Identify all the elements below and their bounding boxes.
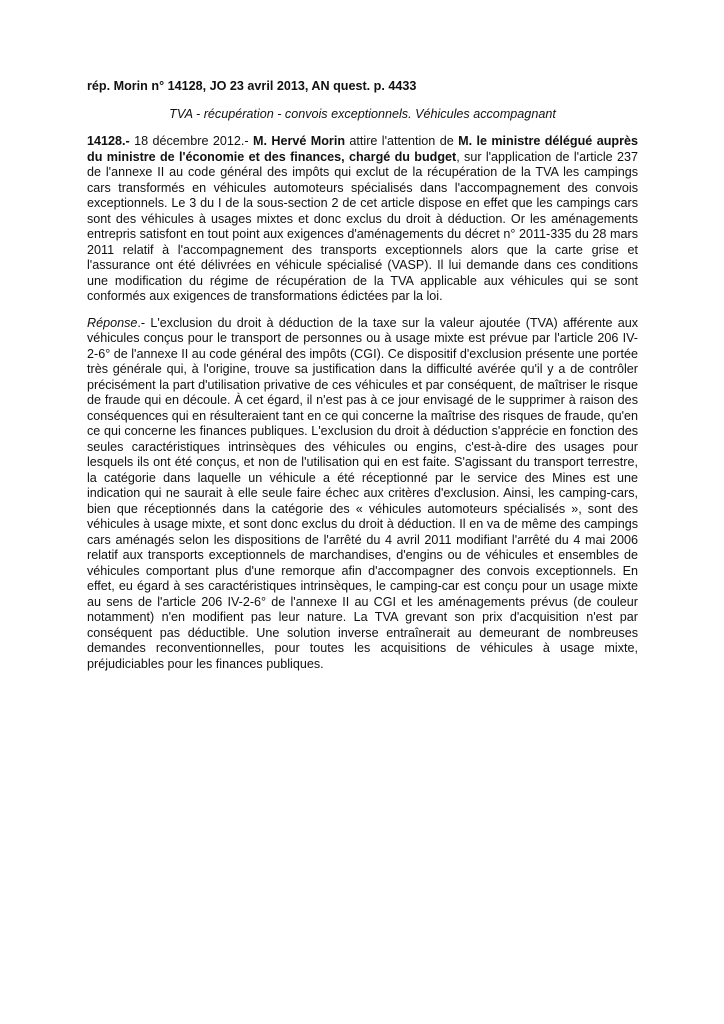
question-paragraph <box>87 134 638 305</box>
answer-paragraph <box>87 316 638 673</box>
question-intro: attire l'attention de <box>345 134 459 148</box>
document-page <box>87 79 638 683</box>
question-author: M. Hervé Morin <box>252 134 346 148</box>
answer-label: Réponse <box>87 315 138 330</box>
question-body: , sur l'application de l'article 237 de l'annexe II au code général des impôts qui exclut de la récupération de la TVA les campings cars transformés en véhicules automoteurs spécialisés dans l'accompagnement des convois exceptionnels. Le 3 du I de la sous-section 2 de cet article dispose en effet que les campings cars sont des véhicules à usages mixtes et donc exclus du droit à déduction. Or les aménagements entrepris satisfont en tout point aux exigences d'aménagements du décret n° 2011-335 du 28 mars 2011 relatif à l'accompagnement des transports exceptionnels alors que la carte grise et l'assurance ont été délivrées en véhicule spécialisé (VASP). Il lui demande dans ces conditions une modification du régime de récupération de la TVA applicable aux véhicules qui se sont conformés aux exigences de transformations édictées par la loi. <box>87 149 638 303</box>
question-date: 18 décembre 2012.- <box>129 134 253 148</box>
answer-body: .- L'exclusion du droit à déduction de la taxe sur la valeur ajoutée (TVA) afférente aux véhicules conçus pour le transport de personnes ou à usage mixte est prévue par l'article 206 IV-2-6° de l'annexe II au code général des impôts (CGI). Ce dispositif d'exclusion présente une portée très générale qui, à l'origine, trouve sa justification dans la difficulté avérée qu'il y a de contrôler précisément la part d'utilisation privative de ces véhicules et par conséquent, de maîtriser le risque de fraude qui en découle. À cet égard, il n'est pas à ce jour envisagé de le supprimer à raison des conséquences qui en résulteraient tant en ce qui concerne la maîtrise des risques de fraude, qu'en ce qui concerne les finances publiques. L'exclusion du droit à déduction s'apprécie en fonction des seules caractéristiques intrinsèques des véhicules ou engins, c'est-à-dire des usages pour lesquels ils ont été conçus, et non de l'utilisation qui en est faite. S'agissant du transport terrestre, la catégorie dans laquelle un véhicule a été réceptionné par le service des Mines est une indication qui ne saurait à elle seule faire échec aux critères d'exclusion. Ainsi, les camping-cars, bien que réceptionnés dans la catégorie des « véhicules automoteurs spécialisés », sont des véhicules à usage mixte, et sont donc exclus du droit à déduction. Il en va de même des campings cars aménagés selon les dispositions de l'arrêté du 4 avril 2011 modifiant l'arrêté du 4 mai 2006 relatif aux transports exceptionnels de marchandises, d'engins ou de véhicules et ensembles de véhicules comportant plus d'une remorque afin d'accompagner des convois exceptionnels. En effet, eu égard à ses caractéristiques intrinsèques, le camping-car est conçu pour un usage mixte au sens de l'article 206 IV-2-6° de l'annexe II au CGI et les aménagements prévus (de couleur notamment) n'en modifient pas leur nature. La TVA grevant son prix d'acquisition n'est par conséquent pas déductible. Une solution inverse entraînerait au demeurant de nombreuses demandes reconventionnelles, pour toutes les acquisitions de véhicules à usage mixte, préjudiciables pour les finances publiques. <box>87 315 638 671</box>
document-subject: TVA - récupération - convois exceptionnels. Véhicules accompagnant <box>169 106 556 121</box>
question-number: 14128.- <box>87 134 130 148</box>
document-reference: rép. Morin n° 14128, JO 23 avril 2013, AN quest. p. 4433 <box>87 79 417 93</box>
question-addressee: M. le ministre délégué auprès du ministre de l'économie et des finances, chargé du budget <box>87 134 638 164</box>
